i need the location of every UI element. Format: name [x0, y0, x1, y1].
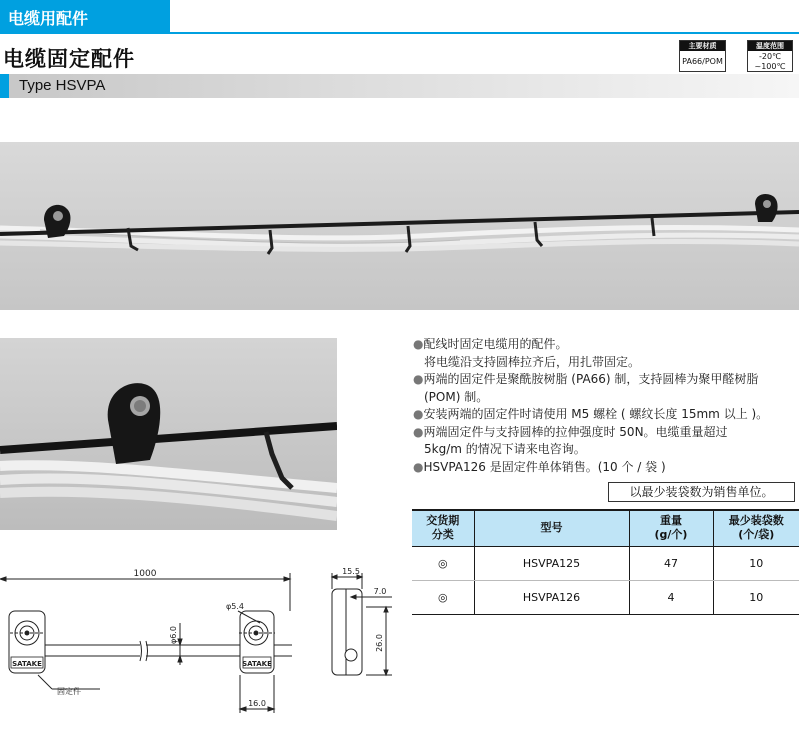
table-row — [412, 580, 799, 614]
feature-description — [413, 336, 799, 476]
cell-delivery: ◎ — [412, 546, 474, 580]
description-line: 5kg/m 的情况下请来电咨询。 — [424, 442, 586, 456]
table-row — [412, 546, 799, 580]
description-line: ●配线时固定电缆用的配件。 — [413, 337, 568, 351]
type-bar — [0, 74, 799, 98]
cell-min-qty: 10 — [713, 546, 799, 580]
description-line: ●HSVPA126 是固定件单体销售。(10 个 / 袋 ) — [413, 459, 666, 474]
dim-length-label: 1000 — [133, 569, 157, 579]
type-label: Type HSVPA — [19, 77, 106, 94]
material-spec-badge — [679, 40, 726, 72]
material-spec-value: PA66/POM — [682, 57, 723, 66]
type-bar-accent — [0, 74, 9, 98]
description-line: (POM) 制。 — [424, 389, 489, 404]
col-delivery: 交货期 分类 — [412, 510, 474, 546]
material-spec-header: 主要材质 — [680, 41, 725, 51]
brand-mark-right: SATAKE — [242, 660, 272, 668]
description-line: ●两端固定件与支持圆棒的拉伸强度时 50N。电缆重量超过 — [413, 424, 728, 439]
cell-model: HSVPA125 — [474, 546, 629, 580]
part-label: 固定件 — [57, 687, 81, 696]
temperature-spec-min: -20℃ — [758, 52, 782, 61]
col-min-qty: 最少装袋数 (个/袋) — [713, 510, 799, 546]
technical-drawing — [0, 563, 400, 731]
category-label: 电缆用配件 — [8, 9, 89, 28]
cell-model: HSVPA126 — [474, 580, 629, 614]
sales-unit-note: 以最少装袋数为销售单位。 — [608, 482, 795, 502]
temperature-spec-badge — [747, 40, 793, 72]
product-photo-overview — [0, 142, 799, 310]
product-photo-closeup — [0, 338, 337, 530]
dim-hole-label: φ5.4 — [226, 602, 244, 611]
table-header-row — [412, 510, 799, 546]
page-title: 电缆固定配件 — [3, 47, 135, 71]
description-line: ●两端的固定件是聚酰胺树脂 (PA66) 制，支持圆棒为聚甲醛树脂 — [413, 372, 759, 386]
cell-delivery: ◎ — [412, 580, 474, 614]
category-tab — [0, 0, 170, 32]
temperature-spec-header: 温度范围 — [748, 41, 792, 51]
cell-weight: 47 — [629, 546, 713, 580]
dim-side-width-label: 15.5 — [342, 567, 360, 576]
category-divider — [0, 32, 799, 34]
brand-mark-left: SATAKE — [12, 660, 42, 668]
dim-rod-diameter-label: φ6.0 — [169, 626, 178, 644]
dim-side-slot-label: 7.0 — [373, 587, 387, 596]
dim-width-label: 16.0 — [248, 699, 266, 708]
temperature-spec-max: ~100℃ — [754, 62, 786, 71]
product-table — [412, 509, 799, 615]
cell-weight: 4 — [629, 580, 713, 614]
description-line: ●安装两端的固定件时请使用 M5 螺栓 ( 螺纹长度 15mm 以上 )。 — [413, 407, 769, 421]
description-line: 将电缆沿支持圆棒拉齐后，用扎带固定。 — [424, 354, 641, 369]
dim-side-height-label: 26.0 — [375, 634, 384, 652]
col-weight: 重量 (g/个) — [629, 510, 713, 546]
cell-min-qty: 10 — [713, 580, 799, 614]
col-model: 型号 — [474, 510, 629, 546]
